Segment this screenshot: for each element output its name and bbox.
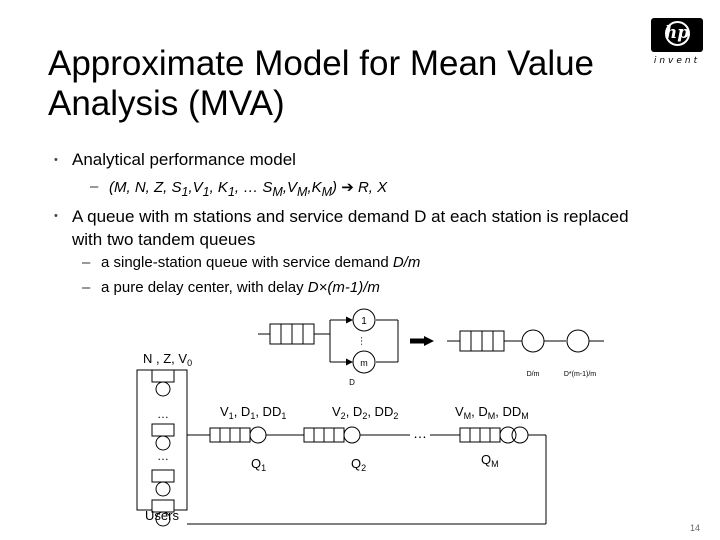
user-buffer [152, 370, 174, 382]
big-arrow-icon [410, 336, 434, 346]
label-delay: D*(m-1)/m [563, 371, 597, 378]
users-header-main: N , Z, V [143, 351, 188, 366]
p-sub: 1 [281, 411, 287, 421]
p-sub: 2 [340, 411, 346, 421]
queue-m-label [481, 452, 499, 469]
bullet-2: A queue with m stations and service demand D at each station is replaced with two tandem queues [72, 207, 629, 249]
chain-dots: … [413, 425, 427, 441]
station-2-server [344, 427, 360, 443]
sub-dash-2: – [82, 279, 91, 296]
top-approximation [258, 309, 604, 387]
sig-sub: M [297, 185, 308, 199]
sig-part: , … S [234, 179, 273, 196]
user-buffer [152, 424, 174, 436]
hp-logo-tagline: invent [653, 56, 701, 66]
station-dots: … [358, 336, 369, 346]
p: V [220, 404, 229, 419]
arrow-icon: ➔ [341, 179, 354, 196]
p: , D [345, 404, 363, 419]
p: V [332, 404, 341, 419]
user-buffer [152, 470, 174, 482]
q-sub: M [491, 459, 499, 469]
p: , D [471, 404, 488, 419]
p-sub: M [521, 411, 529, 421]
sig-part: ,V [282, 179, 298, 196]
queue-2-label [351, 456, 366, 473]
p-sub: 2 [362, 411, 368, 421]
users-box [137, 370, 187, 510]
station-1-server [250, 427, 266, 443]
p-sub: M [463, 411, 472, 421]
sub-emph: D/m [392, 254, 421, 271]
sub-dash-0: – [90, 178, 99, 195]
q: Q [251, 456, 262, 471]
station-m-server-a [500, 427, 516, 443]
sub-bullet-delay [101, 279, 380, 296]
p-sub: M [487, 411, 496, 421]
sub-bullet-queue [101, 254, 420, 271]
sig-result: R, X [353, 179, 388, 196]
users-dots: … [157, 407, 169, 421]
sig-part: , K [209, 179, 228, 196]
p: , DD [495, 404, 522, 419]
sig-part: (M, N, Z, S [109, 179, 182, 196]
q-sub: 2 [361, 463, 367, 473]
bullet-dot-1: • [54, 154, 58, 166]
sig-sub: 1 [202, 185, 210, 199]
sub-dash-1: – [82, 254, 91, 271]
hp-logo-wordmark: hp [664, 23, 690, 43]
queue-1-label [251, 456, 266, 473]
sub-text: a single-station queue with service demand [101, 254, 393, 271]
station-m-label: m [360, 358, 368, 368]
bullet-1: Analytical performance model [72, 150, 296, 169]
single-station-circle [522, 330, 544, 352]
user-circle [156, 382, 170, 396]
closed-network [137, 351, 546, 526]
users-header [143, 351, 192, 368]
p-sub: 1 [250, 411, 256, 421]
p-sub: 2 [393, 411, 399, 421]
sig-part: ,K [307, 179, 322, 196]
top-label-d: D [349, 378, 355, 387]
sub-text: a pure delay center, with delay [101, 279, 308, 296]
page-number: 14 [690, 523, 701, 533]
user-circle [156, 482, 170, 496]
station-1-label: 1 [361, 316, 367, 327]
user-stations [152, 370, 174, 526]
hp-logo [651, 18, 703, 76]
station-m-params [455, 404, 529, 421]
bullet-dot-2: • [54, 210, 58, 222]
p: V [455, 404, 464, 419]
delay-center-circle [567, 330, 589, 352]
q: Q [351, 456, 362, 471]
p: , DD [255, 404, 282, 419]
user-circle [156, 436, 170, 450]
users-label-visible: Users [145, 508, 179, 523]
station-m-server-b [512, 427, 528, 443]
q-sub: 1 [261, 463, 267, 473]
q: Q [481, 452, 492, 467]
p: , DD [367, 404, 394, 419]
sub-emph: D×(m-1)/m [307, 279, 380, 296]
model-signature [109, 178, 387, 199]
sig-sub: 1 [227, 185, 235, 199]
slide-title: Approximate Model for Mean Value Analysis (MVA) [48, 44, 595, 123]
label-d-over-m: D/m [526, 371, 540, 378]
p-sub: 1 [228, 411, 234, 421]
sig-part: ) [332, 179, 342, 196]
sig-sub: M [321, 185, 333, 199]
users-dots: … [157, 449, 169, 463]
users-header-sub: 0 [187, 358, 193, 368]
p: , D [233, 404, 251, 419]
sig-part: ,V [188, 179, 203, 196]
sig-sub: M [272, 185, 283, 199]
station-2-params [332, 404, 398, 421]
sig-sub: 1 [181, 185, 189, 199]
station-1-params [220, 404, 286, 421]
queueing-diagram [0, 300, 720, 540]
